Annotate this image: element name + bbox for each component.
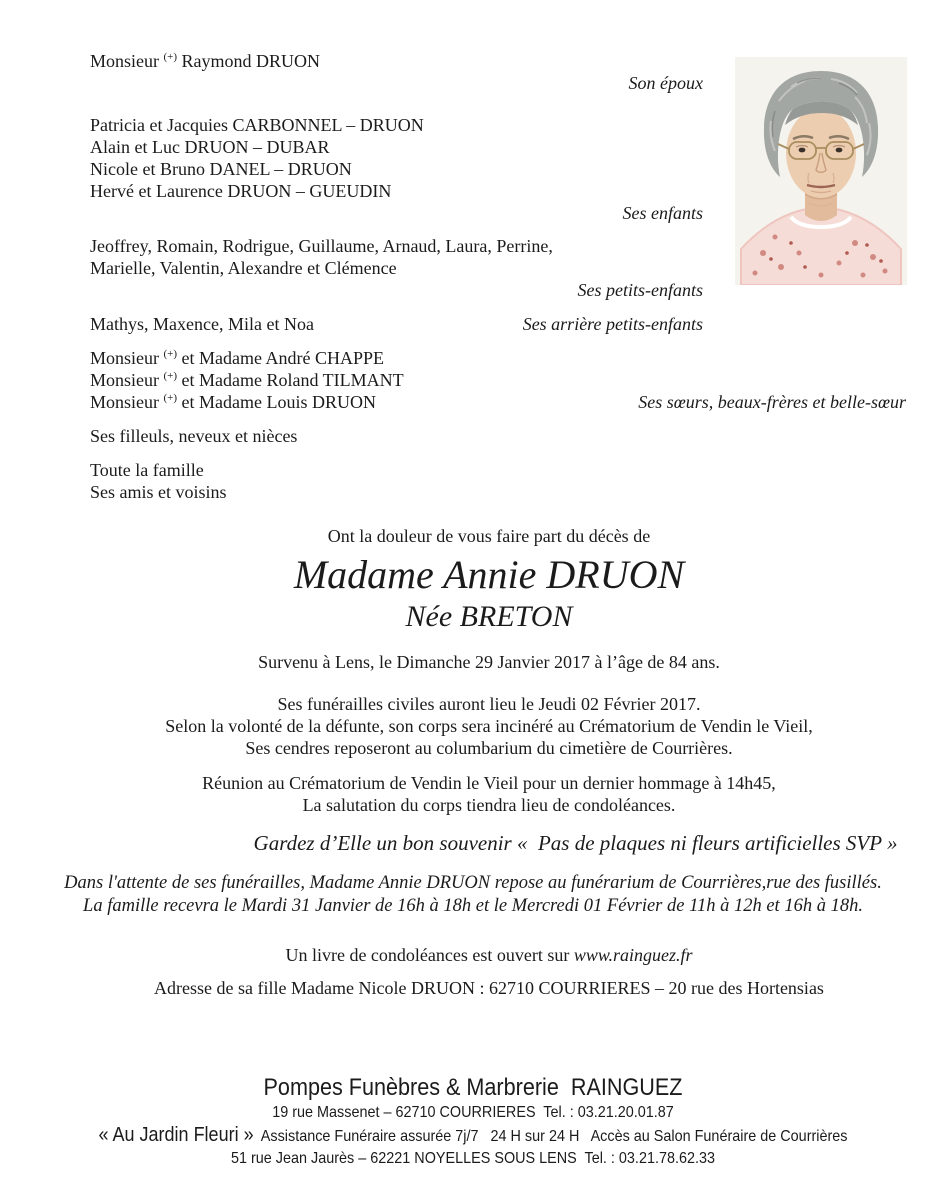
announcement-intro: Ont la douleur de vous faire part du décès de: [327, 526, 651, 546]
sibling-prefix: Monsieur: [90, 348, 164, 368]
godchildren-line: Ses filleuls, neveux et nièces: [90, 426, 298, 446]
funeral-home-name: Pompes Funèbres & Marbrerie RAINGUEZ: [263, 1074, 683, 1101]
condolence-text: Un livre de condoléances est ouvert sur: [285, 945, 574, 965]
relation-label-children: Ses enfants: [622, 203, 703, 223]
ceremony-line: La salutation du corps tiendra lieu de condoléances.: [302, 795, 676, 815]
motto-line: Gardez d’Elle un bon souvenir « Pas de plaques ni fleurs artificielles SVP »: [253, 831, 898, 855]
visitation-line: Dans l'attente de ses funérailles, Madame Annie DRUON repose au funérarium de Courrières,rue des fusillés.: [64, 873, 882, 893]
funeral-line: Selon la volonté de la défunte, son corps sera incinéré au Crématorium de Vendin le Vieil,: [165, 716, 813, 736]
deceased-mark: (+): [163, 370, 178, 382]
mourners-section: [90, 50, 906, 503]
maiden-name: Née BRETON: [405, 600, 573, 633]
relation-label-siblings: Ses sœurs, beaux-frères et belle-sœur: [638, 392, 906, 412]
funeral-home-brand: « Au Jardin Fleuri »: [98, 1124, 254, 1146]
friends-line: Ses amis et voisins: [90, 482, 227, 502]
child-line: Nicole et Bruno DANEL – DRUON: [90, 159, 352, 179]
death-line: Survenu à Lens, le Dimanche 29 Janvier 2017 à l’âge de 84 ans.: [258, 652, 720, 672]
family-line: Toute la famille: [90, 460, 204, 480]
funeral-home-services: Assistance Funéraire assurée 7j/7 24 H sur 24 H Accès au Salon Funéraire de Courrières: [253, 1128, 848, 1145]
child-line: Alain et Luc DRUON – DUBAR: [90, 137, 330, 157]
siblings-block: [90, 347, 906, 413]
grandchild-line: Jeoffrey, Romain, Rodrigue, Guillaume, Arnaud, Laura, Perrine,: [90, 236, 553, 256]
grandchild-line: Marielle, Valentin, Alexandre et Clémence: [90, 258, 397, 278]
sibling-line: [90, 369, 906, 391]
funeral-paragraph: [0, 693, 946, 759]
deceased-name: Madame Annie DRUON: [293, 552, 685, 597]
husband-line: [90, 50, 703, 72]
deceased-mark: (+): [163, 51, 178, 63]
sibling-line: [90, 391, 376, 413]
great-grandchildren-names: Mathys, Maxence, Mila et Noa: [90, 314, 314, 334]
relation-label-spouse: Son époux: [628, 73, 703, 93]
funeral-line: Ses cendres reposeront au columbarium du cimetière de Courrières.: [245, 738, 733, 758]
funeral-home-address-2: 51 rue Jean Jaurès – 62221 NOYELLES SOUS LENS Tel. : 03.21.78.62.33: [230, 1150, 716, 1167]
funeral-line: Ses funérailles civiles auront lieu le Jeudi 02 Février 2017.: [277, 694, 701, 714]
portrait-photo: [735, 57, 907, 285]
deceased-mark: (+): [163, 348, 178, 360]
sibling-prefix: Monsieur: [90, 392, 164, 412]
sibling-name: et Madame André CHAPPE: [177, 348, 385, 368]
child-line: Hervé et Laurence DRUON – GUEUDIN: [90, 181, 392, 201]
announcement-flow: [0, 503, 946, 1169]
ceremony-line: Réunion au Crématorium de Vendin le Vieil pour un dernier hommage à 14h45,: [202, 773, 776, 793]
funeral-home-brand-line: [47, 1123, 898, 1149]
funeral-home-footer: [0, 1073, 946, 1169]
funeral-home-address-1: 19 rue Massenet – 62710 COURRIERES Tel. : 03.21.20.01.87: [272, 1104, 674, 1121]
sibling-line: [90, 347, 906, 369]
portrait-photo-art: [735, 57, 907, 285]
sibling-name: et Madame Louis DRUON: [177, 392, 376, 412]
visitation-line: La famille recevra le Mardi 31 Janvier de 16h à 18h et le Mercredi 01 Février de 11h à 12h et 16h à 18h.: [83, 896, 863, 916]
relation-label-great-grandchildren: Ses arrière petits-enfants: [522, 314, 703, 334]
daughter-address-line: Adresse de sa fille Madame Nicole DRUON : 62710 COURRIERES – 20 rue des Hortensias: [154, 978, 824, 998]
deceased-mark: (+): [163, 392, 178, 404]
condolence-book-line: [0, 944, 946, 966]
ceremony-paragraph: [0, 772, 946, 816]
sibling-row-with-label: [90, 391, 906, 413]
relation-label-grandchildren: Ses petits-enfants: [577, 280, 703, 300]
great-grandchildren-row: [90, 313, 703, 335]
husband-name: Raymond DRUON: [177, 51, 321, 71]
sibling-name: et Madame Roland TILMANT: [177, 370, 404, 390]
sibling-prefix: Monsieur: [90, 370, 164, 390]
child-line: Patricia et Jacquies CARBONNEL – DRUON: [90, 115, 424, 135]
visitation-paragraph: [0, 872, 946, 918]
condolence-url: www.rainguez.fr: [573, 945, 693, 965]
husband-prefix: Monsieur: [90, 51, 164, 71]
